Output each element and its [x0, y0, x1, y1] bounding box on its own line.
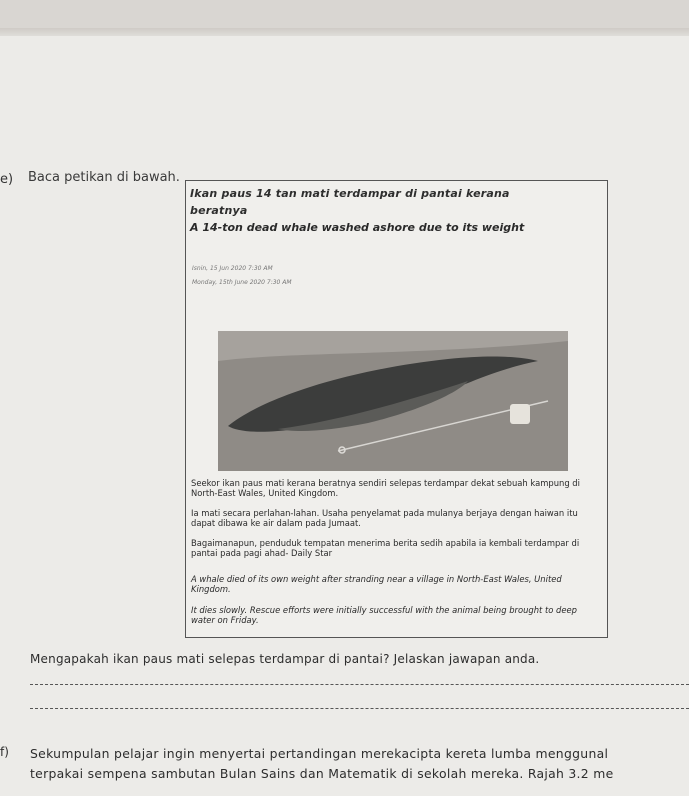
question-text: Mengapakah ikan paus mati selepas terdampar di pantai? Jelaskan jawapan anda. — [30, 652, 540, 666]
next-question-marker: f) — [0, 745, 9, 759]
next-question-line1: Sekumpulan pelajar ingin menyertai pertandingan merekacipta kereta lumba menggunal — [30, 746, 609, 761]
next-question-line2: terpakai sempena sambutan Bulan Sains dan Matematik di sekolah mereka. Rajah 3.2 me — [30, 766, 614, 781]
article-paragraph-4: A whale died of its own weight after stranding near a village in North-East Wales, United Kingdom. — [191, 574, 562, 594]
whale-photo — [218, 331, 568, 471]
answer-line[interactable] — [30, 708, 689, 709]
date-malay: Isnin, 15 Jun 2020 7:30 AM — [192, 265, 273, 272]
headline-english: A 14-ton dead whale washed ashore due to its weight — [190, 221, 525, 234]
headline-malay-line1: Ikan paus 14 tan mati terdampar di pantai kerana — [190, 187, 510, 200]
article-paragraph-1: Seekor ikan paus mati kerana beratnya sendiri selepas terdampar dekat sebuah kampung di North-East Wales, United Kingdom. — [191, 478, 580, 498]
date-english: Monday, 15th June 2020 7:30 AM — [192, 279, 292, 286]
next-question-text — [30, 744, 689, 784]
whale-image-icon — [218, 331, 568, 471]
answer-line[interactable] — [30, 684, 689, 685]
article-paragraph-3: Bagaimanapun, penduduk tempatan menerima berita sedih apabila ia kembali terdampar di pantai pada pagi ahad- Daily Star — [191, 538, 580, 558]
headline-malay — [190, 185, 594, 219]
article-paragraph-5: It dies slowly. Rescue efforts were initially successful with the animal being brought to deep water on Friday. — [191, 605, 577, 625]
instruction-text: Baca petikan di bawah. — [28, 170, 180, 185]
news-article-box — [185, 180, 608, 638]
question-marker: e) — [0, 172, 14, 187]
article-paragraph-2: Ia mati secara perlahan-lahan. Usaha penyelamat pada mulanya berjaya dengan haiwan itu dapat dibawa ke air dalam pada Jumaat. — [191, 508, 578, 528]
headline-malay-line2: beratnya — [190, 204, 248, 217]
